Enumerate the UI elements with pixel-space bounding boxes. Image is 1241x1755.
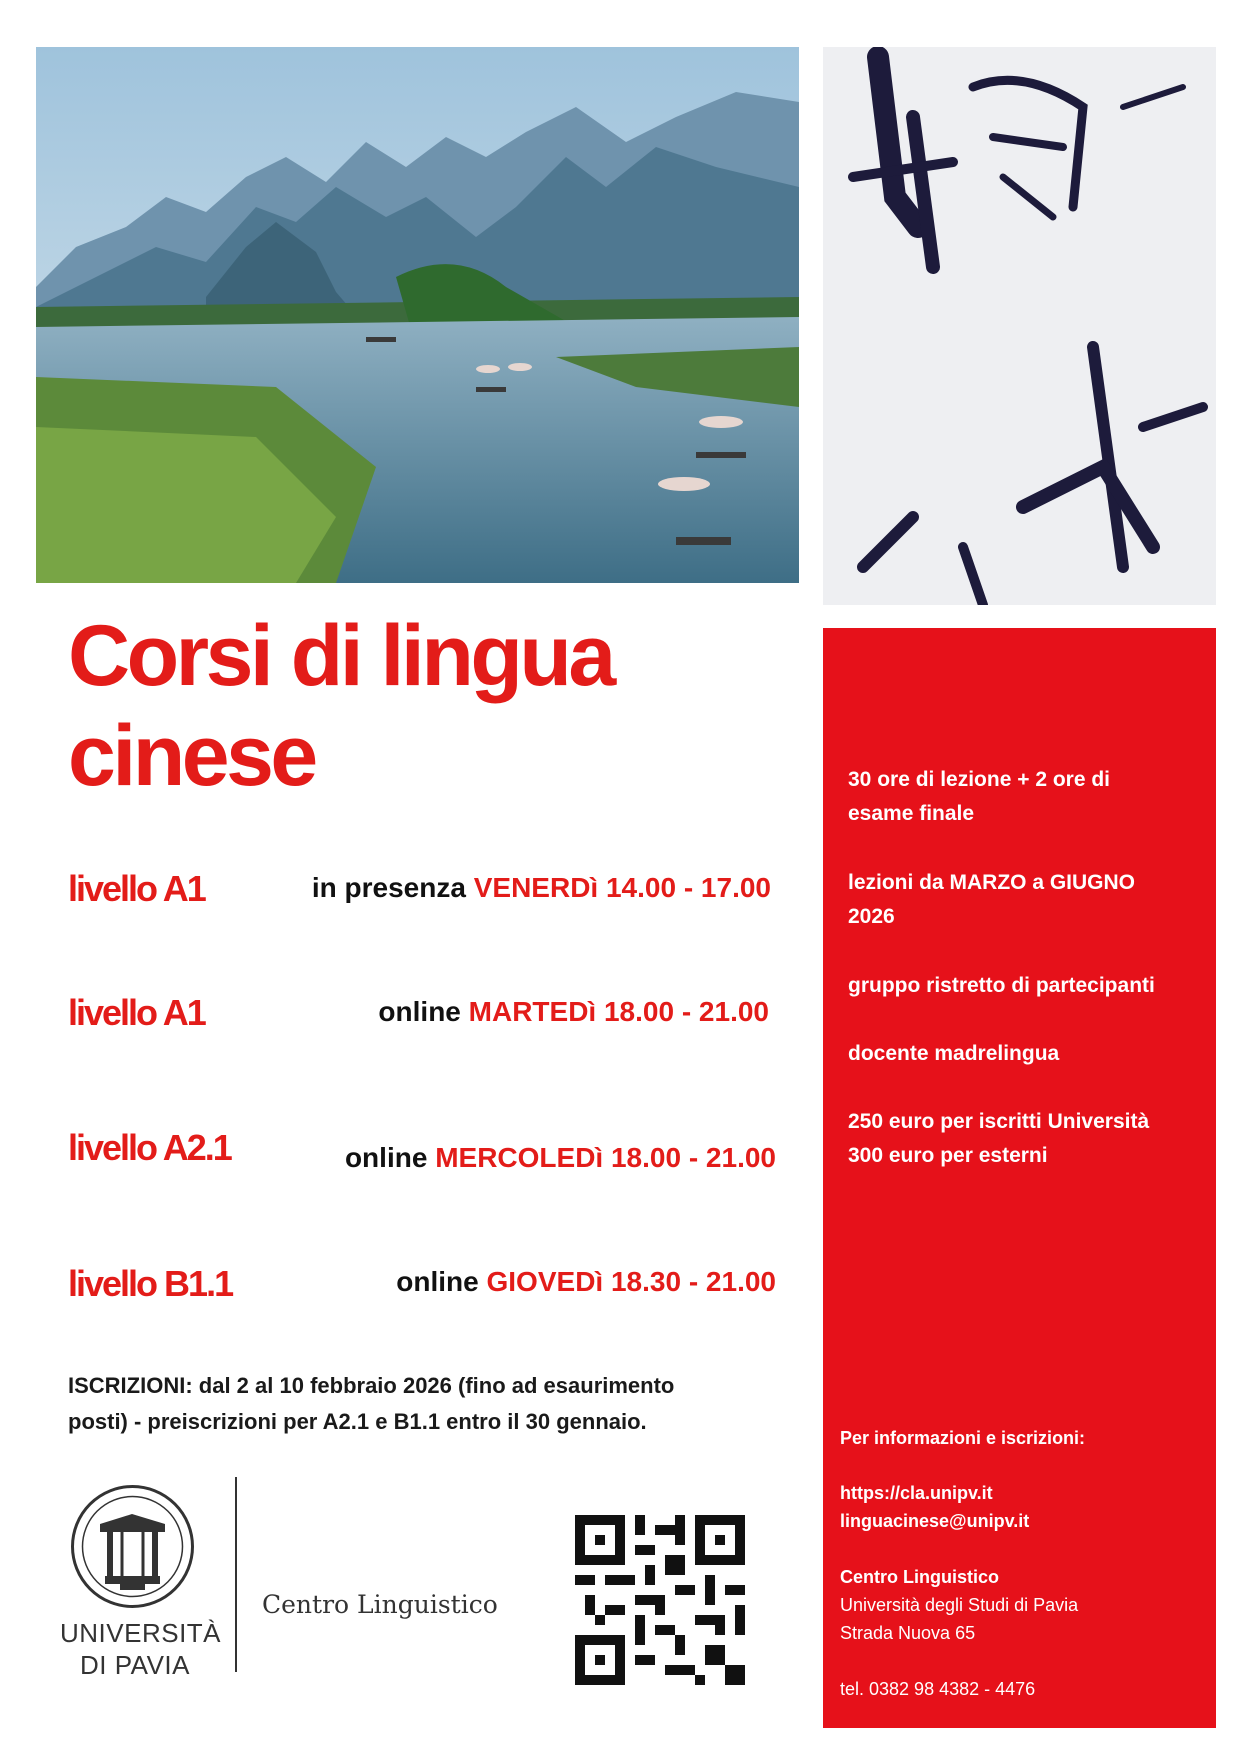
course-mode: online	[378, 996, 461, 1027]
course-level: livello B1.1	[68, 1263, 233, 1304]
panel-period-line-2: 2026	[848, 905, 895, 928]
qr-code-icon[interactable]	[575, 1515, 745, 1685]
title-line-1: Corsi di lingua	[68, 608, 613, 704]
course-day-time: MERCOLEDì 18.00 - 21.00	[435, 1142, 776, 1173]
course-day-time: VENERDì 14.00 - 17.00	[473, 872, 771, 903]
course-schedule	[312, 872, 771, 904]
contact-centre: Centro Linguistico	[840, 1567, 999, 1587]
course-level: livello A1	[68, 992, 205, 1033]
university-name-line-2: DI PAVIA	[80, 1650, 190, 1680]
title-line-2: cinese	[68, 708, 315, 804]
registration-line-1: ISCRIZIONI: dal 2 al 10 febbraio 2026 (fino ad esaurimento	[68, 1373, 675, 1398]
panel-hours	[848, 763, 1110, 831]
course-mode: in presenza	[311, 872, 466, 903]
contact-email-link[interactable]: linguacinese@unipv.it	[840, 1511, 1030, 1531]
university-name-line-1: UNIVERSITÀ	[60, 1618, 222, 1648]
panel-hours-line-2: esame finale	[848, 802, 975, 825]
contact-heading: Per informazioni e iscrizioni:	[840, 1428, 1086, 1448]
course-schedule	[378, 996, 769, 1028]
course-schedule	[345, 1142, 776, 1174]
course-level: livello A2.1	[68, 1127, 231, 1168]
course-level: livello A1	[68, 868, 205, 909]
panel-price-line-1: 250 euro per iscritti Università	[848, 1110, 1150, 1133]
landscape-photo	[36, 47, 799, 583]
university-seal-icon	[70, 1484, 195, 1609]
panel-price	[848, 1105, 1149, 1173]
registration-info	[68, 1368, 788, 1440]
course-day-time: MARTEDì 18.00 - 21.00	[468, 996, 769, 1027]
panel-hours-line-1: 30 ore di lezione + 2 ore di	[848, 768, 1111, 791]
panel-period-line-1: lezioni da MARZO a GIUGNO	[848, 871, 1136, 894]
page-title	[68, 606, 768, 806]
contact-university: Università degli Studi di Pavia	[840, 1595, 1079, 1615]
course-schedule	[396, 1266, 776, 1298]
course-mode: online	[344, 1142, 428, 1173]
panel-period	[848, 866, 1135, 934]
logo-divider	[235, 1477, 237, 1672]
contact-phone: tel. 0382 98 4382 - 4476	[840, 1679, 1036, 1699]
registration-line-2: posti) - preiscrizioni per A2.1 e B1.1 entro il 30 gennaio.	[68, 1409, 647, 1434]
panel-price-line-2: 300 euro per esterni	[848, 1144, 1048, 1167]
panel-group: gruppo ristretto di partecipanti	[848, 974, 1155, 997]
calligraphy-photo	[823, 47, 1216, 605]
contact-address: Strada Nuova 65	[840, 1623, 976, 1643]
centro-linguistico-label: Centro Linguistico	[262, 1590, 498, 1619]
panel-teacher: docente madrelingua	[848, 1042, 1060, 1065]
course-day-time: GIOVEDì 18.30 - 21.00	[486, 1266, 776, 1297]
contact-website-link[interactable]: https://cla.unipv.it	[840, 1483, 993, 1503]
course-mode: online	[396, 1266, 479, 1297]
